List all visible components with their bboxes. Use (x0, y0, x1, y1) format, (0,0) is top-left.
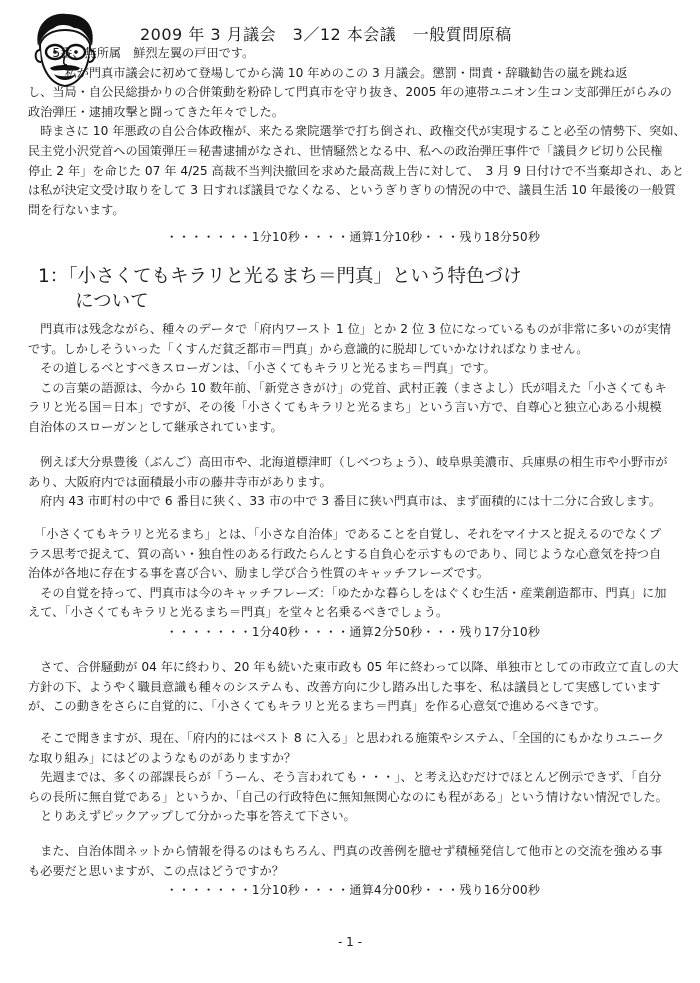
text-line: 民主党小沢党首への国策弾圧＝秘書逮捕がなされ、世情騒然となる中、私への政治弾圧事件で「議員クビ切り公民権 (28, 143, 663, 158)
paragraph-6 (28, 842, 678, 901)
text-line: そこで聞きますが、現在、「府内的にはベスト 8 に入る」と思われる施策やシステム、「全国的にもかなりユニーク (28, 731, 665, 745)
section-heading (38, 264, 678, 314)
text-line: も必要だと思いますが、この点はどうですか？ (28, 863, 284, 878)
paragraph-3 (28, 525, 678, 643)
text-line: とりあえずピックアップして分かった事を答えて下さい。 (28, 809, 356, 824)
text-line: ラリと光る国＝日本」ですが、その後「小さくてもキラリと光るまち」という言い方で、自尊心と独立心ある小規模 (28, 400, 662, 415)
text-line: 時まさに 10 年悪政の自公合体政権が、来たる衆院選挙で打ち倒され、政権交代が実現すること必至の情勢下、突如、 (28, 124, 686, 139)
text-line: ラス思考で捉えて、質の高い・独自性のある行政たらんとする自負心を示すものであり、同じような心意気を持つ自 (28, 546, 662, 561)
text-line: 自治体のスローガンとして継承されています。 (28, 419, 283, 434)
paragraph-4 (28, 658, 678, 717)
text-line: 治体が各地に存在する事を喜び合い、励まし学び合う性質のキャッチフレーズです。 (28, 566, 490, 581)
text-line: 「小さくてもキラリと光るまち」とは、「小さな自治体」であることを自覚し、それをマイナスと捉えるのでなくプ (28, 527, 662, 541)
text-line: 政治弾圧・逮捕攻撃と闘ってきた年々でした。 (28, 104, 284, 119)
paragraph-1 (28, 320, 678, 438)
text-line: は私が決定文受け取りをして 3 日すれば議員でなくなる、というぎりぎりの情況の中で、議員生活 10 年最後の一般質 (28, 183, 676, 198)
heading-line: 1：「小さくてもキラリと光るまち＝門真」という特色づけ (38, 266, 522, 287)
text-line: が、この動きをさらに自覚的に、「小さくてもキラリと光るまち＝門真」を作る心意気で進めるべきです。 (28, 699, 606, 714)
timing-line: ・・・・・・・1分10秒・・・・通算4分00秒・・・残り16分00秒 (165, 883, 541, 898)
text-line: 府内 43 市町村の中で 6 番目に狭く、33 市の中で 3 番目に狭い門真市は、まず面積的には十二分に合致します。 (28, 494, 662, 509)
text-line: です。しかしそういった「くすんだ貧乏都市＝門真」から意識的に脱却していかなければなりません。 (28, 341, 589, 356)
page-number: - 1 - (338, 935, 362, 949)
text-line: 5番、無所属 鮮烈左翼の戸田です。 (28, 46, 255, 60)
text-line: その自覚を持って、門真市は今のキャッチフレーズ：「ゆたかな暮らしをはぐくむ生活・産業創造都市、門真」に加 (28, 585, 667, 600)
text-line: あり、大阪府内では面積最小市の藤井寺市があります。 (28, 474, 332, 489)
text-line: 方針の下、ようやく職員意識も種々のシステムも、改善方向に少し踏み出した事を、私は議員として実感しています (28, 679, 661, 694)
paragraph-5 (28, 729, 678, 827)
paragraph-2 (28, 453, 678, 512)
text-line: 門真市は残念ながら、種々のデータで「府内ワースト 1 位」とか 2 位 3 位になっているものが非常に多いのが実情 (28, 322, 672, 336)
text-line: な取り組み」にはどのようなものがありますか？ (28, 750, 297, 765)
text-line: この言葉の語源は、今から 10 数年前、「新党さきがけ」の党首、武村正義（まさよし）氏が唱えた「小さくてもキ (28, 380, 667, 395)
text-line: その道しるべとすべきスローガンは、「小さくてもキラリと光るまち＝門真」です。 (28, 361, 496, 376)
text-line: し、当局・自公民総掛かりの合併策動を粉砕して門真市を守り抜き、2005 年の連帯ユニオン生コン支部弾圧がらみの (28, 85, 672, 100)
text-line: 問を行ないます。 (28, 202, 125, 217)
text-line: 私が門真市議会に初めて登場してから満 10 年めのこの 3 月議会。懲罰・問責・辞職勧告の嵐を跳ね返 (28, 65, 628, 80)
text-line: えて、「小さくてもキラリと光るまち＝門真」を堂々と名乗るべきでしょう。 (28, 605, 449, 620)
text-line: らの長所に無自覚である」というか、「自己の行政特色に無知無関心なのにも程がある」という情けない情況でした。 (28, 789, 668, 804)
heading-line: について (38, 291, 149, 312)
intro-section (28, 44, 686, 248)
timing-line: ・・・・・・・1分40秒・・・・通算2分50秒・・・残り17分10秒 (165, 624, 541, 639)
text-line: 停止 2 年」を命じた 07 年 4/25 高裁不当判決撤回を求めた最高裁上告に対して、 3 月 9 日付けで不当棄却され、あと (28, 163, 685, 178)
text-line: また、自治体間ネットから情報を得るのはもちろん、門真の改善例を臆せず積極発信して他市との交流を強める事 (28, 844, 663, 858)
text-line: 先週までは、多くの部課長らが「うーん、そう言われても・・・」、と考え込むだけでほとんど例示できず、「自分 (28, 770, 662, 785)
document-title: 2009 年 3 月議会 3／12 本会議 一般質問原稿 (140, 25, 512, 44)
text-line: 例えば大分県豊後（ぶんご）高田市や、北海道標津町（しべつちょう）、岐阜県美濃市、兵庫県の相生市や小野市が (28, 455, 668, 469)
timing-line: ・・・・・・・1分10秒・・・・通算1分10秒・・・残り18分50秒 (165, 230, 541, 245)
text-line: さて、合併騒動が 04 年に終わり、20 年も続いた東市政も 05 年に終わって以降、単独市としての市政立て直しの大 (28, 660, 679, 674)
